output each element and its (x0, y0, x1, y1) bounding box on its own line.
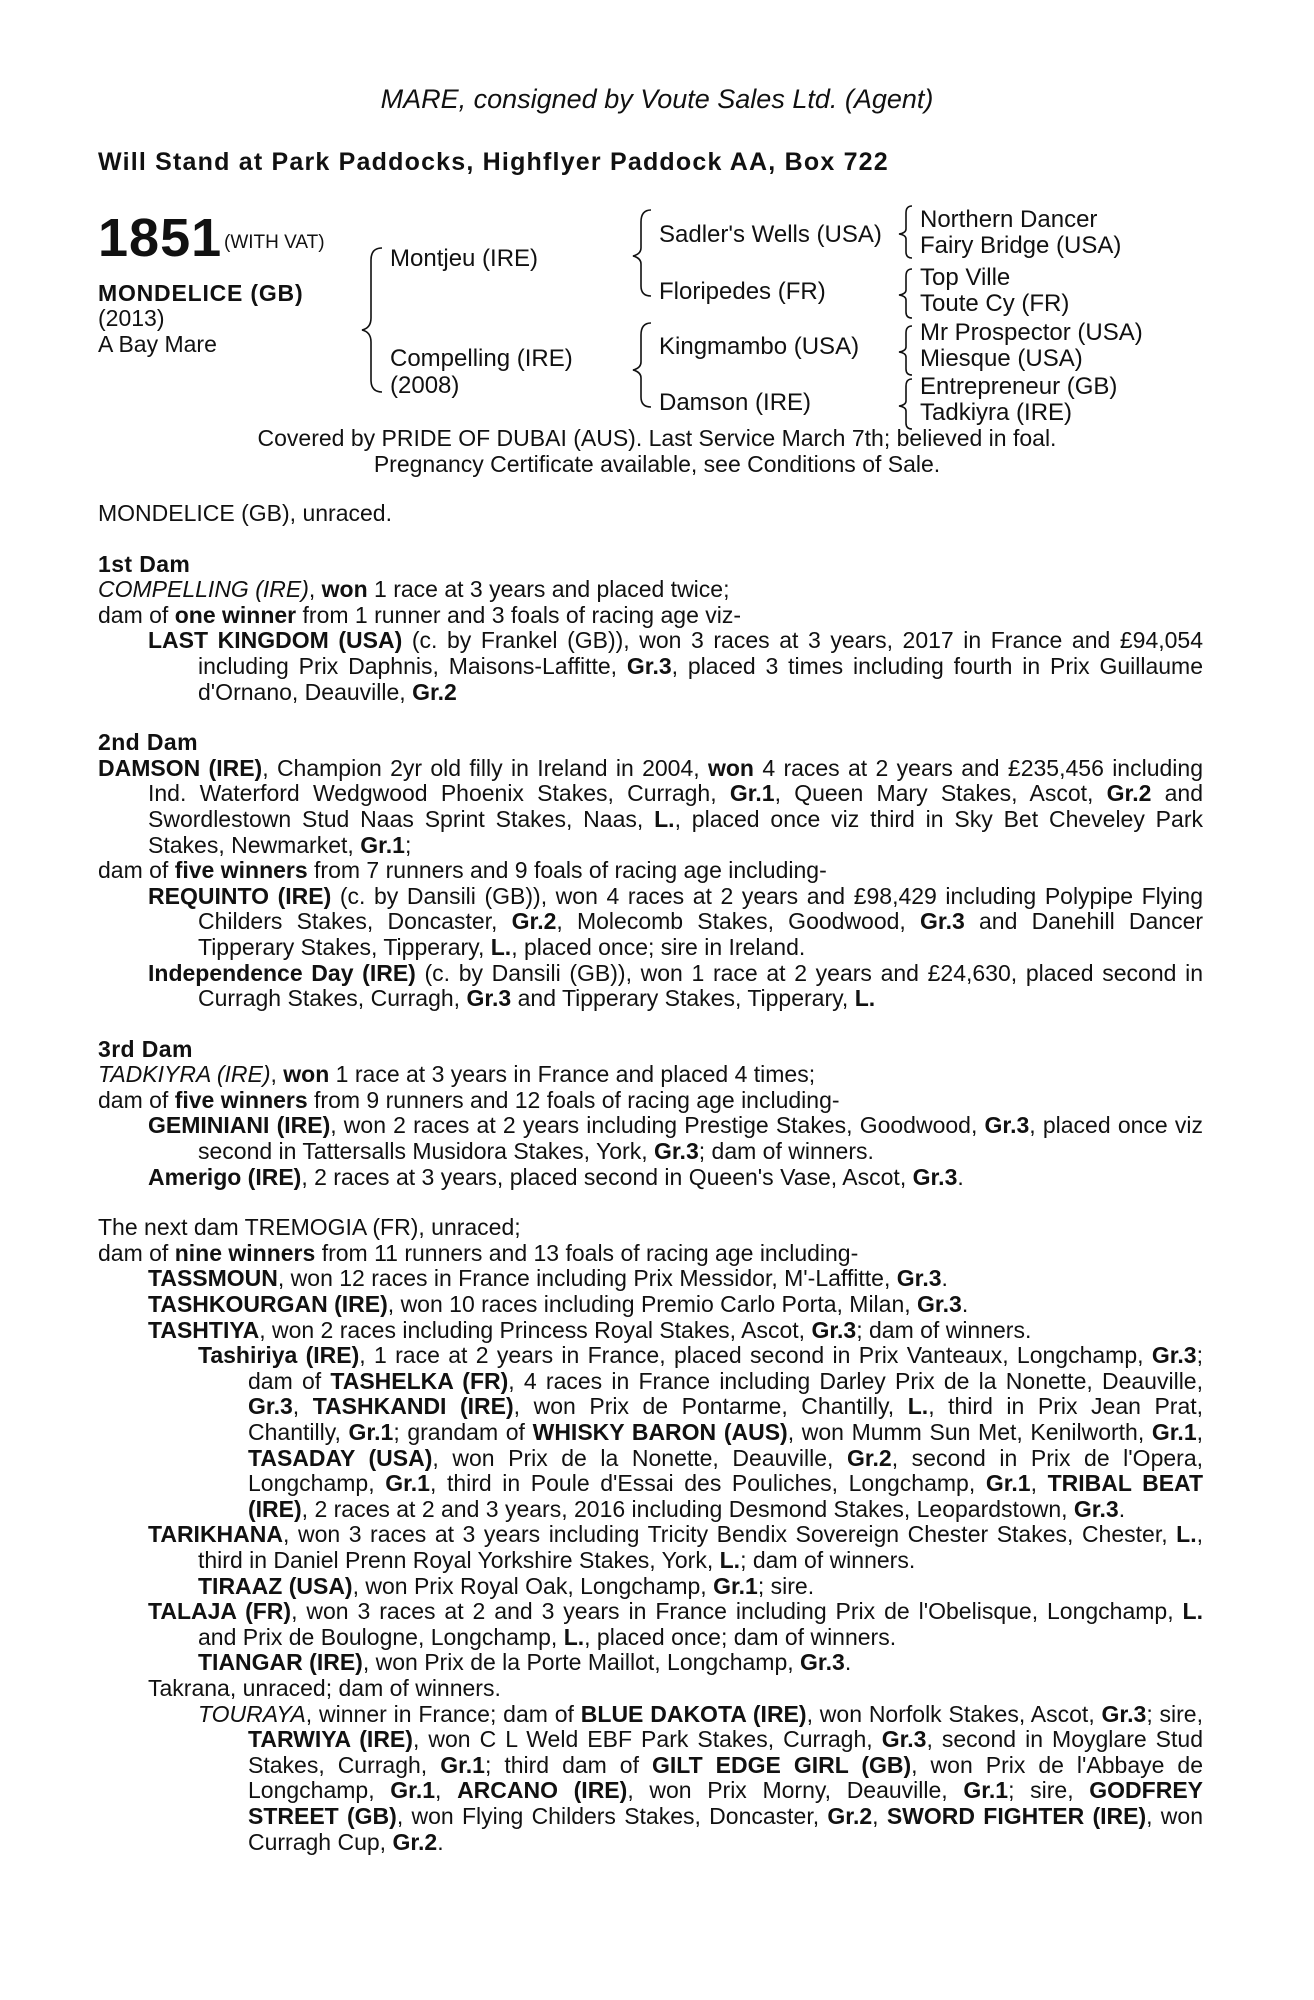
horse-intro: MONDELICE (GB), unraced. (98, 500, 392, 526)
progeny-requinto: REQUINTO (IRE) (c. by Dansili (GB)), won 4 races at 2 years and £98,429 including Polypipe Flying Childers Stakes, Doncaster, Gr.2, Molecomb Stakes, Goodwood, Gr.3 and Danehill Dancer Tipperary Stakes, Tipperary, L., placed once; sire in Ireland. (148, 882, 1204, 960)
pedigree-dam-year: (2008) (390, 372, 460, 399)
pedigree-g7: Entrepreneur (GB) (920, 373, 1118, 400)
progeny-tiraaz: TIRAAZ (USA), won Prix Royal Oak, Longchamp, Gr.1; sire. (198, 1572, 815, 1599)
progeny-tashkourgan: TASHKOURGAN (IRE), won 10 races including Premio Carlo Porta, Milan, Gr.3. (148, 1291, 969, 1318)
lot-number: 1851 (98, 208, 223, 268)
third-dam-produce: dam of five winners from 9 runners and 12 foals of racing age including- (98, 1086, 840, 1113)
second-dam-heading: 2nd Dam (98, 729, 198, 756)
pedigree-g3: Top Ville (920, 264, 1011, 291)
pedigree-sire: Montjeu (IRE) (390, 245, 539, 272)
progeny-geminiani: GEMINIANI (IRE), won 2 races at 2 years including Prestige Stakes, Goodwood, Gr.3, placed once viz second in Tattersalls Musidora Stakes, York, Gr.3; dam of winners. (148, 1112, 1203, 1165)
vat-note: (WITH VAT) (224, 232, 325, 253)
second-dam-produce: dam of five winners from 7 runners and 9 foals of racing age including- (98, 857, 827, 884)
produce-record (98, 501, 1203, 1855)
pedigree-g2: Fairy Bridge (USA) (920, 232, 1122, 259)
progeny-talaja: TALAJA (FR), won 3 races at 2 and 3 years in France including Prix de l'Obelisque, Longchamp, L. and Prix de Boulogne, Longchamp, L., placed once; dam of winners. (148, 1598, 1203, 1650)
third-dam-record: TADKIYRA (IRE), won 1 race at 3 years in France and placed 4 times; (98, 1061, 816, 1088)
first-dam-produce: dam of one winner from 1 runner and 3 foals of racing age viz- (98, 601, 742, 628)
progeny-tarikhana: TARIKHANA, won 3 races at 3 years including Tricity Bendix Sovereign Chester Stakes, Chester, L., third in Daniel Prenn Royal Yorkshire Stakes, York, L.; dam of winners. (148, 1521, 1203, 1573)
progeny-touraya: TOURAYA, winner in France; dam of BLUE DAKOTA (IRE), won Norfolk Stakes, Ascot, Gr.3; sire, TARWIYA (IRE), won C L Weld EBF Park Stakes, Curragh, Gr.3, second in Moyglare Stud Stakes, Curragh, Gr.1; third dam of GILT EDGE GIRL (GB), won Prix de l'Abbaye de Longchamp, Gr.1, ARCANO (IRE), won Prix Morny, Deauville, Gr.1; sire, GODFREY STREET (GB), won Flying Childers Stakes, Doncaster, Gr.2, SWORD FIGHTER (IRE), won Curragh Cup, Gr.2. (198, 1700, 1204, 1855)
third-dam-heading: 3rd Dam (98, 1035, 193, 1062)
pedigree-g6: Miesque (USA) (920, 345, 1083, 372)
progeny-tashtiya: TASHTIYA, won 2 races including Princess Royal Stakes, Ascot, Gr.3; dam of winners. (148, 1316, 1032, 1343)
horse-name: MONDELICE (GB) (98, 280, 304, 306)
cover-note: Covered by PRIDE OF DUBAI (AUS). Last Service March 7th; believed in foal. (257, 425, 1057, 451)
second-dam-record: DAMSON (IRE), Champion 2yr old filly in Ireland in 2004, won 4 races at 2 years and £235,456 including Ind. Waterford Wedgwood Phoenix Stakes, Curragh, Gr.1, Queen Mary Stakes, Ascot, Gr.2 and Swordlestown Stud Naas Sprint Stakes, Naas, L., placed once viz third in Sky Bet Cheveley Park Stakes, Newmarket, Gr.1; (98, 754, 1204, 858)
first-dam-record: COMPELLING (IRE), won 1 race at 3 years and placed twice; (98, 576, 730, 603)
first-dam-heading: 1st Dam (98, 550, 191, 577)
next-dam-record: The next dam TREMOGIA (FR), unraced; (98, 1214, 521, 1241)
pedigree-g1: Northern Dancer (920, 206, 1098, 233)
pedigree-g4: Toute Cy (FR) (920, 290, 1070, 317)
pedigree-dam-sire: Kingmambo (USA) (659, 333, 860, 360)
next-dam-produce: dam of nine winners from 11 runners and 13 foals of racing age including- (98, 1239, 859, 1266)
progeny-amerigo: Amerigo (IRE), 2 races at 3 years, placed second in Queen's Vase, Ascot, Gr.3. (148, 1163, 964, 1190)
horse-description: A Bay Mare (98, 331, 217, 357)
first-dam-name: COMPELLING (IRE) (98, 576, 309, 603)
progeny-last-kingdom: LAST KINGDOM (USA) (c. by Frankel (GB)), won 3 races at 3 years, 2017 in France and £94,054 including Prix Daphnis, Maisons-Laffitte, Gr.3, placed 3 times including fourth in Prix Guillaume d'Ornano, Deauville, Gr.2 (148, 627, 1204, 705)
pedigree-dam: Compelling (IRE) (390, 345, 573, 372)
pedigree-dam-dam: Damson (IRE) (659, 389, 812, 416)
progeny-independence-day: Independence Day (IRE) (c. by Dansili (GB)), won 1 race at 2 years and £24,630, placed second in Curragh Stakes, Curragh, Gr.3 and Tipperary Stakes, Tipperary, L. (148, 959, 1203, 1012)
stand-location: Will Stand at Park Paddocks, Highflyer Paddock AA, Box 722 (98, 148, 889, 176)
progeny-takrana: Takrana, unraced; dam of winners. (148, 1674, 501, 1701)
pedigree-g5: Mr Prospector (USA) (920, 319, 1143, 346)
pregnancy-note: Pregnancy Certificate available, see Conditions of Sale. (373, 451, 941, 477)
pedigree-sire-sire: Sadler's Wells (USA) (659, 221, 882, 248)
progeny-tiangar: TIANGAR (IRE), won Prix de la Porte Maillot, Longchamp, Gr.3. (198, 1649, 852, 1676)
pedigree-sire-dam: Floripedes (FR) (659, 278, 826, 305)
pedigree-g8: Tadkiyra (IRE) (920, 399, 1073, 426)
progeny-tashiriya: Tashiriya (IRE), 1 race at 2 years in France, placed second in Prix Vanteaux, Longchamp, Gr.3; dam of TASHELKA (FR), 4 races in France including Darley Prix de la Nonette, Deauville, Gr.3, TASHKANDI (IRE), won Prix de Pontarme, Chantilly, L., third in Prix Jean Prat, Chantilly, Gr.1; grandam of WHISKY BARON (AUS), won Mumm Sun Met, Kenilworth, Gr.1, TASADAY (USA), won Prix de la Nonette, Deauville, Gr.2, second in Prix de l'Opera, Longchamp, Gr.1, third in Poule d'Essai des Pouliches, Longchamp, Gr.1, TRIBAL BEAT (IRE), 2 races at 2 and 3 years, 2016 including Desmond Stakes, Leopardstown, Gr.3. (198, 1342, 1204, 1522)
horse-year: (2013) (98, 305, 165, 331)
progeny-tassmoun: TASSMOUN, won 12 races in France including Prix Messidor, M'-Laffitte, Gr.3. (148, 1265, 948, 1292)
consignment-title: MARE, consigned by Voute Sales Ltd. (Agent) (380, 84, 934, 114)
